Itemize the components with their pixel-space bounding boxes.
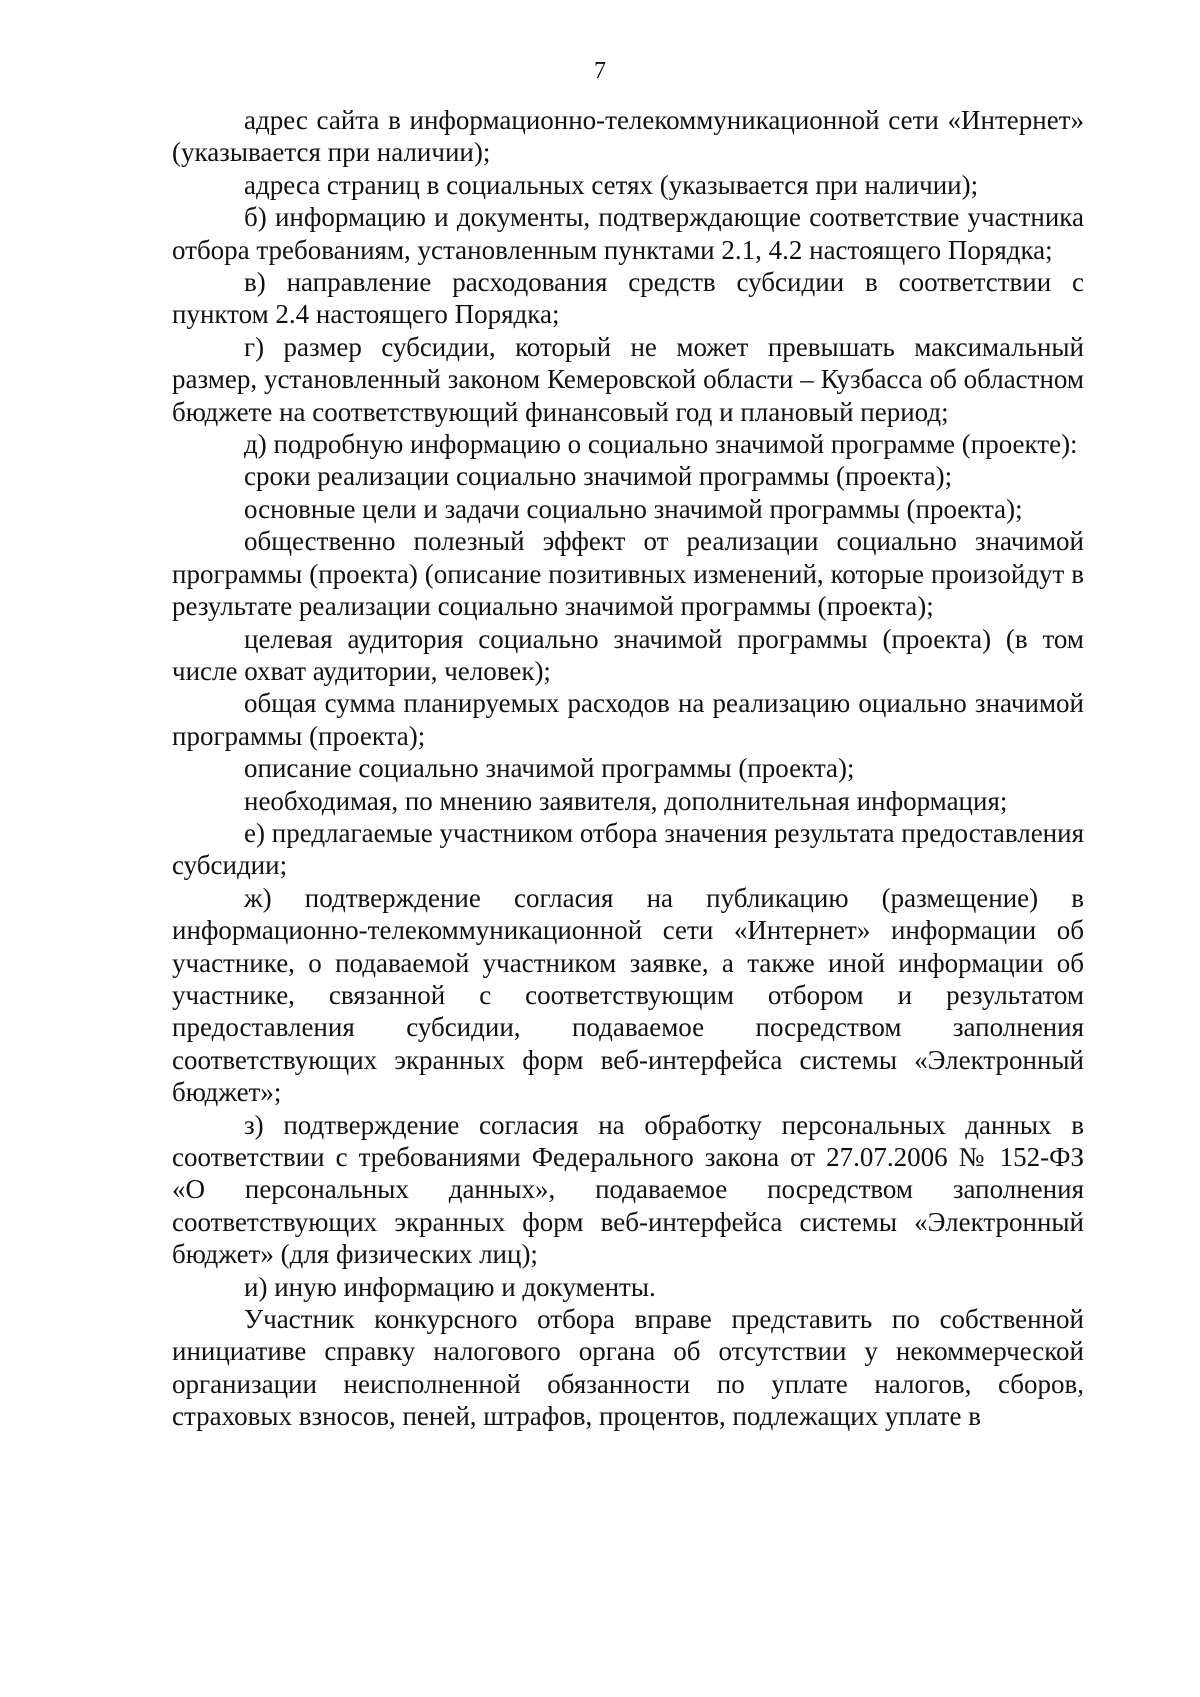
- paragraph-project-goals: основные цели и задачи социально значимой программы (проекта);: [244, 493, 1023, 524]
- paragraph-project-effect: общественно полезный эффект от реализации социально значимой программы (проекта) (описание позитивных изменений, которые произойдут в результате реализации социально значимой программы (проекта);: [172, 526, 1084, 622]
- paragraph-social-pages: адреса страниц в социальных сетях (указывается при наличии);: [244, 169, 979, 200]
- paragraph-tax-certificate: Участник конкурсного отбора вправе представить по собственной инициативе справку налогового органа об отсутствии у некоммерческой организации неисполненной обязанности по уплате налогов, сборов, страховых взносов, пеней, штрафов, процентов, подлежащих уплате в: [172, 1304, 1084, 1432]
- paragraph-item-d: д) подробную информацию о социально значимой программе (проекте):: [244, 429, 1078, 460]
- paragraph-item-i: и) иную информацию и документы.: [244, 1271, 656, 1302]
- paragraph-project-terms: сроки реализации социально значимой программы (проекта);: [244, 461, 953, 492]
- paragraph-item-v: в) направление расходования средств субсидии в соответствии с пунктом 2.4 настоящего Порядка;: [172, 267, 1084, 330]
- page-number: 7: [594, 58, 606, 84]
- paragraph-item-e: е) предлагаемые участником отбора значения результата предоставления субсидии;: [172, 817, 1084, 881]
- paragraph-website-address: адрес сайта в информационно-телекоммуникационной сети «Интернет» (указывается при наличии);: [172, 105, 1084, 168]
- paragraph-target-audience: целевая аудитория социально значимой программы (проекта) (в том числе охват аудитории, человек);: [172, 623, 1084, 686]
- paragraph-planned-expenses: общая сумма планируемых расходов на реализацию оциально значимой программы (проекта);: [172, 688, 1084, 751]
- paragraph-additional-info: необходимая, по мнению заявителя, дополнительная информация;: [244, 785, 1008, 816]
- paragraph-item-g: г) размер субсидии, который не может превышать максимальный размер, установленный законом Кемеровской области – Кузбасса об областном бюджете на соответствующий финансовый год и плановый период;: [172, 331, 1084, 427]
- paragraph-project-description: описание социально значимой программы (проекта);: [244, 753, 855, 784]
- paragraph-item-z: з) подтверждение согласия на обработку персональных данных в соответствии с требованиями Федерального закона от 27.07.2006 № 152-ФЗ «О персональных данных», подаваемое посредством заполнения соответствующих экранных форм веб-интерфейса системы «Электронный бюджет» (для физических лиц);: [172, 1109, 1084, 1270]
- document-body: [172, 104, 1084, 1433]
- paragraph-item-zh: ж) подтверждение согласия на публикацию (размещение) в информационно-телекоммуникационной сети «Интернет» информации об участнике, о подаваемой участником заявке, а также иной информации об участнике, связанной с соответствующим отбором и результатом предоставления субсидии, подаваемое посредством заполнения соответствующих экранных форм веб-интерфейса системы «Электронный бюджет»;: [172, 882, 1084, 1108]
- paragraph-item-b: б) информацию и документы, подтверждающие соответствие участника отбора требованиям, установленным пунктами 2.1, 4.2 настоящего Порядка;: [172, 202, 1084, 265]
